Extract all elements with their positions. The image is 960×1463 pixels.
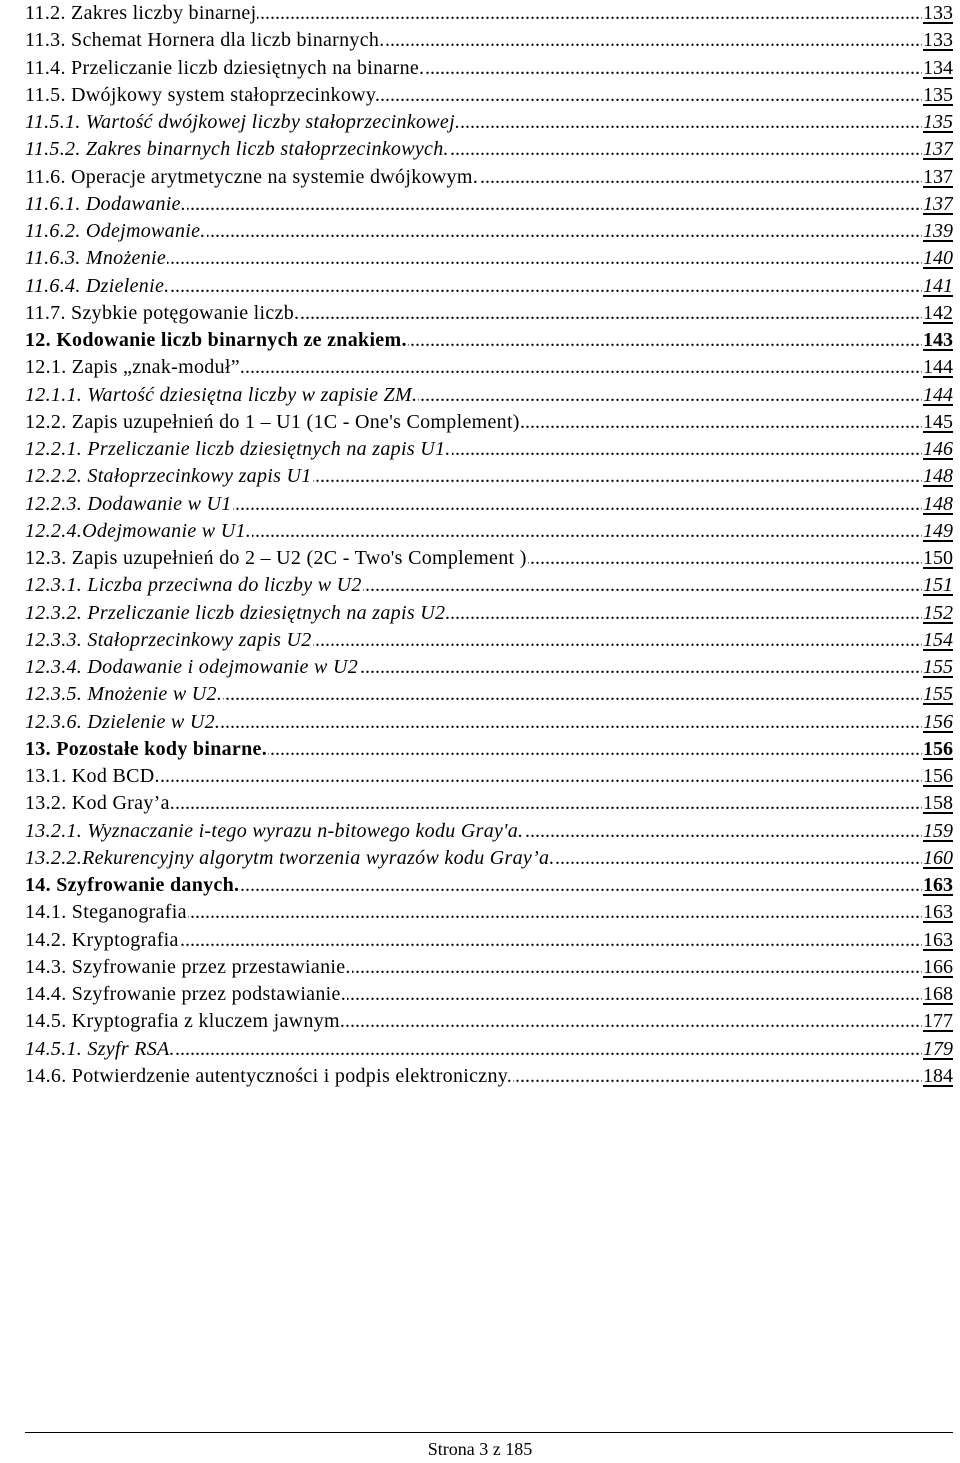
toc-entry-page-number[interactable]: 155 — [922, 681, 953, 708]
toc-entry-page-number[interactable]: 135 — [922, 109, 953, 136]
toc-entry-page-number[interactable]: 144 — [922, 382, 953, 409]
toc-entry[interactable] — [25, 818, 953, 845]
toc-entry[interactable] — [25, 927, 953, 954]
toc-entry-title[interactable]: 11.4. Przeliczanie liczb dziesiętnych na binarne. — [25, 56, 425, 79]
toc-entry-page-number[interactable]: 158 — [922, 790, 953, 817]
toc-entry[interactable] — [25, 409, 953, 436]
toc-entry[interactable] — [25, 218, 953, 245]
toc-entry-title[interactable]: 14.5. Kryptografia z kluczem jawnym. — [25, 1010, 346, 1033]
toc-entry-page-number[interactable]: 140 — [922, 245, 953, 272]
toc-entry-page-number[interactable]: 134 — [922, 55, 953, 82]
toc-entry[interactable] — [25, 55, 953, 82]
toc-entry-title[interactable]: 12.1. Zapis „znak-moduł”. — [25, 356, 246, 379]
toc-entry-title[interactable]: 12.3.3. Stałoprzecinkowy zapis U2 — [25, 628, 312, 651]
toc-entry-page-number[interactable]: 160 — [922, 845, 953, 872]
toc-entry-page-number[interactable]: 148 — [922, 463, 953, 490]
toc-entry[interactable] — [25, 872, 953, 899]
toc-entry-page-number[interactable]: 145 — [922, 409, 953, 436]
toc-entry-page-number[interactable]: 150 — [922, 545, 953, 572]
toc-entry[interactable] — [25, 245, 953, 272]
toc-entry-title[interactable]: 14.2. Kryptografia — [25, 928, 179, 951]
toc-entry-page-number[interactable]: 179 — [922, 1036, 953, 1063]
toc-entry-title[interactable]: 13.1. Kod BCD. — [25, 765, 160, 787]
toc-entry[interactable] — [25, 82, 953, 109]
toc-entry-page-number[interactable]: 133 — [922, 27, 953, 54]
toc-entry-title[interactable]: 12.3.2. Przeliczanie liczb dziesiętnych na zapis U2 — [25, 601, 446, 624]
toc-entry[interactable] — [25, 981, 953, 1008]
toc-entry-title[interactable]: 12.1.1. Wartość dziesiętna liczby w zapisie ZM. — [25, 383, 418, 406]
toc-entry-page-number[interactable]: 139 — [922, 218, 953, 245]
toc-entry[interactable] — [25, 27, 953, 54]
toc-entry[interactable] — [25, 736, 953, 763]
toc-entry-page-number[interactable]: 163 — [922, 899, 953, 926]
toc-entry[interactable] — [25, 164, 953, 191]
page-number-label: Strona 3 z 185 — [427, 1439, 533, 1459]
toc-entry-page-number[interactable]: 142 — [922, 300, 953, 327]
toc-entry[interactable] — [25, 545, 953, 572]
toc-entry-title[interactable]: 12.3.1. Liczba przeciwna do liczby w U2 — [25, 574, 362, 597]
toc-entry-title[interactable]: 11.6.1. Dodawanie. — [25, 192, 187, 215]
toc-entry[interactable] — [25, 518, 953, 545]
page-footer — [0, 1430, 960, 1463]
toc-entry-title[interactable]: 11.2. Zakres liczby binarnej — [25, 2, 257, 24]
toc-entry[interactable] — [25, 763, 953, 790]
toc-entry-page-number[interactable]: 152 — [922, 600, 953, 627]
toc-entry[interactable] — [25, 954, 953, 981]
toc-entry[interactable] — [25, 109, 953, 136]
toc-entry-title[interactable]: 14.4. Szyfrowanie przez podstawianie. — [25, 983, 346, 1005]
toc-entry-page-number[interactable]: 155 — [922, 654, 953, 681]
toc-entry[interactable] — [25, 1008, 953, 1035]
toc-entry[interactable] — [25, 136, 953, 163]
toc-entry-page-number[interactable]: 151 — [922, 572, 953, 599]
toc-entry-page-number[interactable]: 143 — [922, 327, 953, 354]
toc-entry-page-number[interactable]: 144 — [922, 354, 953, 381]
toc-entry-title[interactable]: 14.1. Steganografia — [25, 901, 187, 924]
toc-entry-title[interactable]: 13.2.2.Rekurencyjny algorytm tworzenia wyrazów kodu Gray’a. — [25, 846, 555, 869]
toc-entry-page-number[interactable]: 156 — [922, 736, 953, 763]
toc-entry[interactable] — [25, 845, 953, 872]
toc-entry-page-number[interactable]: 137 — [922, 164, 953, 191]
toc-entry-title[interactable]: 12.3.6. Dzielenie w U2. — [25, 710, 221, 733]
toc-entry-title[interactable]: 11.7. Szybkie potęgowanie liczb. — [25, 301, 300, 324]
toc-entry-title[interactable]: 12. Kodowanie liczb binarnych ze znakiem. — [25, 329, 407, 351]
toc-entry-page-number[interactable]: 137 — [922, 191, 953, 218]
toc-entry-page-number[interactable]: 163 — [922, 872, 953, 899]
toc-entry-title[interactable]: 11.5. Dwójkowy system stałoprzecinkowy. — [25, 83, 381, 106]
toc-entry-title[interactable]: 12.3.5. Mnożenie w U2. — [25, 683, 223, 706]
toc-entry-title[interactable]: 12.2.2. Stałoprzecinkowy zapis U1 — [25, 465, 312, 488]
toc-entry[interactable] — [25, 463, 953, 490]
toc-entry[interactable] — [25, 681, 953, 708]
toc-entry[interactable] — [25, 627, 953, 654]
toc-entry-title[interactable]: 11.5.2. Zakres binarnych liczb stałoprzecinkowych. — [25, 138, 449, 161]
footer-divider — [25, 1432, 953, 1433]
toc-entry-page-number[interactable]: 156 — [922, 709, 953, 736]
toc-entry-title[interactable]: 12.2.3. Dodawanie w U1 — [25, 492, 232, 515]
toc-entry[interactable] — [25, 382, 953, 409]
toc-entry-title[interactable]: 12.2.1. Przeliczanie liczb dziesiętnych na zapis U1. — [25, 438, 451, 460]
toc-entry-title[interactable]: 12.2. Zapis uzupełnień do 1 – U1 (1C - One's Complement) — [25, 410, 520, 433]
toc-entry-page-number[interactable]: 184 — [922, 1063, 953, 1090]
table-of-contents — [25, 0, 953, 1090]
toc-entry[interactable] — [25, 572, 953, 599]
toc-entry-title[interactable]: 12.3. Zapis uzupełnień do 2 – U2 (2C - Two's Complement ) — [25, 547, 527, 569]
toc-entry[interactable] — [25, 1063, 953, 1090]
toc-entry-title[interactable]: 14.3. Szyfrowanie przez przestawianie. — [25, 955, 351, 978]
toc-entry-page-number[interactable]: 149 — [922, 518, 953, 545]
toc-entry-title[interactable]: 11.6.2. Odejmowanie. — [25, 220, 206, 242]
toc-entry[interactable] — [25, 327, 953, 354]
toc-entry[interactable] — [25, 436, 953, 463]
toc-entry[interactable] — [25, 709, 953, 736]
toc-entry-page-number[interactable]: 141 — [922, 273, 953, 300]
toc-entry-title[interactable]: 12.3.4. Dodawanie i odejmowanie w U2 — [25, 656, 359, 678]
toc-entry-page-number[interactable]: 168 — [922, 981, 953, 1008]
toc-entry[interactable] — [25, 0, 953, 27]
toc-entry[interactable] — [25, 191, 953, 218]
toc-entry-page-number[interactable]: 177 — [922, 1008, 953, 1035]
toc-entry-title[interactable]: 13. Pozostałe kody binarne. — [25, 737, 267, 760]
toc-entry-title[interactable]: 14.6. Potwierdzenie autentyczności i podpis elektroniczny. — [25, 1064, 513, 1087]
toc-entry-page-number[interactable]: 163 — [922, 927, 953, 954]
toc-entry-title[interactable]: 11.5.1. Wartość dwójkowej liczby stałoprzecinkowej. — [25, 111, 461, 133]
toc-entry[interactable] — [25, 600, 953, 627]
toc-entry-page-number[interactable]: 156 — [922, 763, 953, 790]
toc-entry-page-number[interactable]: 133 — [922, 0, 953, 27]
toc-entry-page-number[interactable]: 148 — [922, 491, 953, 518]
toc-entry-page-number[interactable]: 166 — [922, 954, 953, 981]
toc-entry-title[interactable]: 13.2. Kod Gray’a. — [25, 792, 176, 815]
toc-entry[interactable] — [25, 273, 953, 300]
toc-entry-title[interactable]: 11.6. Operacje arytmetyczne na systemie dwójkowym. — [25, 165, 479, 188]
toc-entry-page-number[interactable]: 135 — [922, 82, 953, 109]
toc-entry-page-number[interactable]: 159 — [922, 818, 953, 845]
toc-entry-page-number[interactable]: 137 — [922, 136, 953, 163]
toc-entry[interactable] — [25, 899, 953, 926]
toc-entry-title[interactable]: 14.5.1. Szyfr RSA. — [25, 1037, 175, 1060]
toc-entry-title[interactable]: 13.2.1. Wyznaczanie i-tego wyrazu n-bitowego kodu Gray'a. — [25, 819, 524, 842]
toc-entry-page-number[interactable]: 146 — [922, 436, 953, 463]
toc-entry-title[interactable]: 11.6.4. Dzielenie. — [25, 274, 170, 297]
toc-entry-title[interactable]: 14. Szyfrowanie danych. — [25, 874, 240, 896]
toc-entry-page-number[interactable]: 154 — [922, 627, 953, 654]
toc-entry[interactable] — [25, 654, 953, 681]
toc-entry-title[interactable]: 11.3. Schemat Hornera dla liczb binarnych. — [25, 29, 385, 52]
toc-entry-title[interactable]: 12.2.4.Odejmowanie w U1. — [25, 519, 252, 542]
toc-entry[interactable] — [25, 300, 953, 327]
toc-entry-title[interactable]: 11.6.3. Mnożenie — [25, 247, 167, 270]
toc-entry[interactable] — [25, 491, 953, 518]
toc-entry[interactable] — [25, 790, 953, 817]
toc-dot-leader — [25, 763, 953, 790]
toc-entry[interactable] — [25, 354, 953, 381]
toc-entry[interactable] — [25, 1036, 953, 1063]
